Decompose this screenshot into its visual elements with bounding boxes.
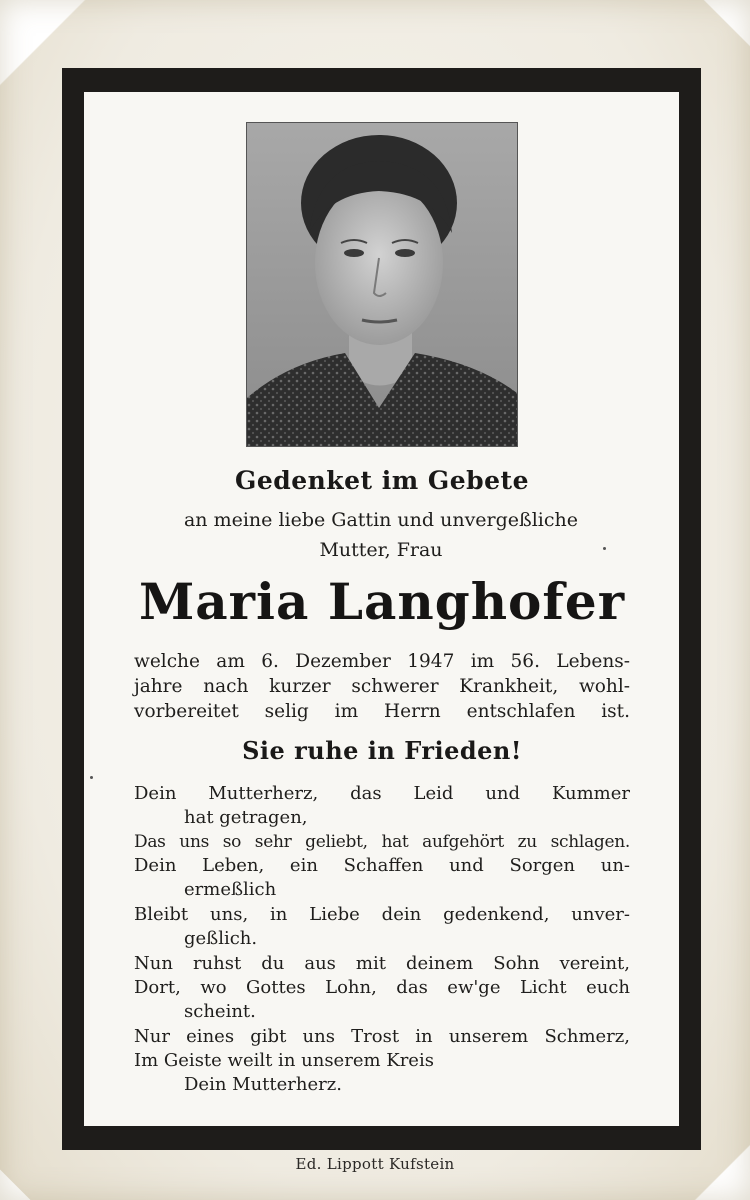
verse-line: geßlich.: [184, 928, 258, 949]
portrait-image: [247, 123, 517, 446]
death-line: vorbereitet selig im Herrn entschlafen ist.: [134, 701, 630, 722]
verse-line: Dort, wo Gottes Lohn, das ew'ge Licht euch: [134, 977, 630, 998]
verse-line: Dein Leben, ein Schaffen und Sorgen un-: [134, 855, 630, 876]
verse-line: Im Geiste weilt in unserem Kreis: [134, 1050, 434, 1071]
verse-line: Dein Mutterherz.: [184, 1074, 342, 1095]
heading-prayer: Gedenket im Gebete: [234, 466, 530, 495]
intro-line: an meine liebe Gattin und unvergeßliche: [183, 509, 579, 531]
ink-speck: [603, 547, 606, 550]
verse-line: Nun ruhst du aus mit deinem Sohn vereint,: [134, 953, 630, 974]
verse-line: hat getragen,: [184, 807, 308, 828]
verse-line: Bleibt uns, in Liebe dein gedenkend, unver-: [134, 904, 630, 925]
death-line: jahre nach kurzer schwerer Krankheit, wohl-: [134, 676, 630, 697]
ink-speck: [90, 776, 93, 779]
torn-corner: [690, 0, 750, 70]
portrait-photo: [246, 122, 518, 447]
deceased-name: Maria Langhofer: [138, 572, 626, 631]
intro-line: Mutter, Frau: [319, 539, 443, 561]
rest-in-peace: Sie ruhe in Frieden!: [242, 736, 522, 765]
verse-line: ermeßlich: [184, 879, 277, 900]
verse-line: Dein Mutterherz, das Leid und Kummer: [134, 783, 630, 804]
printer-imprint: Ed. Lippott Kufstein: [295, 1155, 455, 1173]
verse-line: Nur eines gibt uns Trost in unserem Schmerz,: [134, 1026, 630, 1047]
death-line: welche am 6. Dezember 1947 im 56. Lebens-: [134, 651, 630, 672]
verse-line: scheint.: [184, 1001, 256, 1022]
verse-line: Das uns so sehr geliebt, hat aufgehört zu schlagen.: [134, 832, 630, 852]
